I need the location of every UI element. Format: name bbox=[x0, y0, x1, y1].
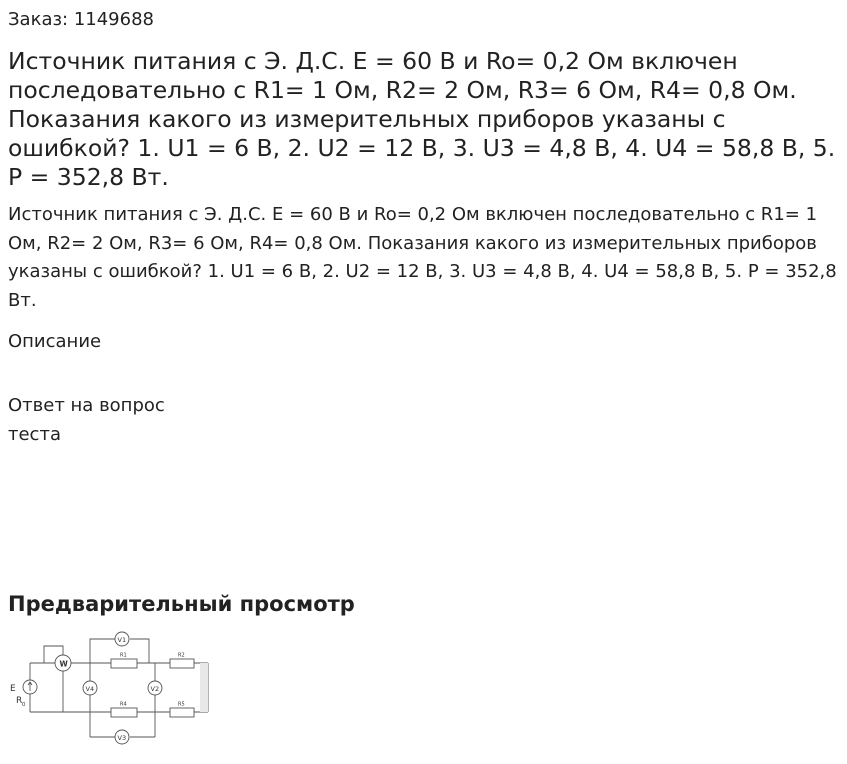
page-title: Источник питания с Э. Д.С. Е = 60 В и Ro= 0,2 Ом включен последовательно с R1= 1 Ом, R2= 2 Ом, R3= 6 Ом, R4= 0,8 Ом. Показания какого из измерительных приборов указаны с ошибкой? 1. U1 = 6 В, 2. U2 = 12 В, 3. U3 = 4,8 В, 4. U4 = 58,8 В, 5. Р = 352,8 Вт. bbox=[8, 47, 836, 191]
preview-heading: Предварительный просмотр bbox=[8, 592, 355, 616]
resistor-r5 bbox=[170, 708, 194, 717]
resistor-r4 bbox=[111, 708, 137, 717]
label-v4: V4 bbox=[85, 685, 95, 693]
label-r2: R2 bbox=[178, 652, 185, 659]
label-r5: R5 bbox=[178, 701, 185, 708]
label-r4: R4 bbox=[120, 701, 127, 708]
label-w: W bbox=[59, 659, 68, 669]
answer-text: Ответ на вопрос теста bbox=[8, 395, 165, 445]
label-r0: R bbox=[16, 696, 23, 706]
circuit-diagram bbox=[8, 630, 214, 746]
label-e: E bbox=[10, 684, 16, 694]
label-v2: V2 bbox=[150, 685, 160, 693]
description-label: Описание bbox=[8, 331, 102, 352]
label-v3: V3 bbox=[117, 734, 127, 742]
question-text: Источник питания с Э. Д.С. Е = 60 В и Ro= 0,2 Ом включен последовательно с R1= 1 Ом, R2= 2 Ом, R3= 6 Ом, R4= 0,8 Ом. Показания какого из измерительных приборов указаны с ошибкой? 1. U1 = 6 В, 2. U2 = 12 В, 3. U3 = 4,8 В, 4. U4 = 58,8 В, 5. Р = 352,8 Вт. bbox=[8, 204, 837, 311]
order-number: Заказ: 1149688 bbox=[8, 9, 154, 30]
resistor-r1 bbox=[111, 659, 137, 668]
wire-shadow bbox=[200, 663, 208, 712]
circuit-diagram-svg bbox=[8, 630, 214, 746]
label-v1: V1 bbox=[117, 636, 127, 644]
label-r0-sub: 0 bbox=[22, 702, 26, 708]
label-r1: R1 bbox=[120, 652, 127, 659]
resistor-r2 bbox=[170, 659, 194, 668]
